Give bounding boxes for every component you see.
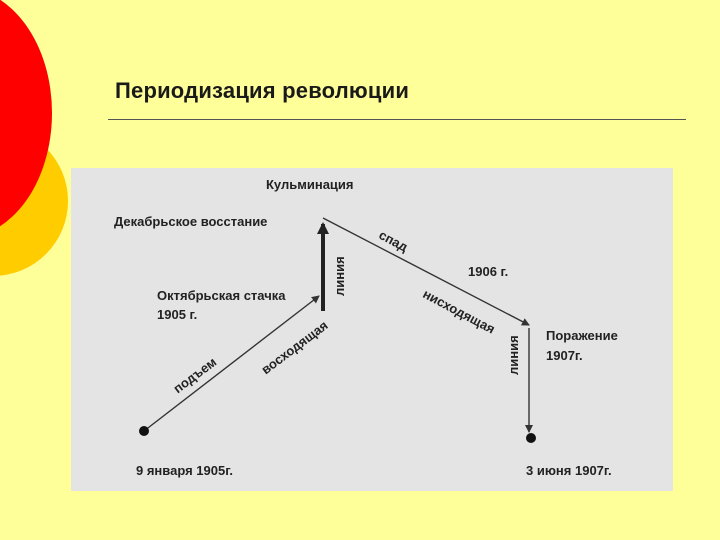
label-decline: спад bbox=[376, 227, 411, 255]
label-defeat: Поражение bbox=[546, 328, 618, 343]
label-line-up: линия bbox=[332, 256, 347, 296]
title-underline bbox=[108, 119, 686, 120]
start-point bbox=[139, 426, 149, 436]
label-end-date: 3 июня 1907г. bbox=[526, 463, 612, 478]
end-point bbox=[526, 433, 536, 443]
label-line-down: линия bbox=[506, 335, 521, 375]
label-october-strike: Октябрьская стачка bbox=[157, 288, 286, 303]
label-start-date: 9 января 1905г. bbox=[136, 463, 233, 478]
label-december-uprising: Декабрьское восстание bbox=[114, 214, 268, 229]
label-ascending: восходящая bbox=[258, 317, 331, 378]
label-descending: нисходящая bbox=[420, 286, 498, 337]
label-rise: подъем bbox=[170, 354, 220, 397]
slide-title: Периодизация революции bbox=[115, 78, 410, 103]
label-year-1906: 1906 г. bbox=[468, 264, 509, 279]
label-defeat-year: 1907г. bbox=[546, 348, 583, 363]
revolution-diagram bbox=[71, 168, 673, 491]
label-october-strike-year: 1905 г. bbox=[157, 307, 198, 322]
label-culmination: Кульминация bbox=[266, 177, 354, 192]
